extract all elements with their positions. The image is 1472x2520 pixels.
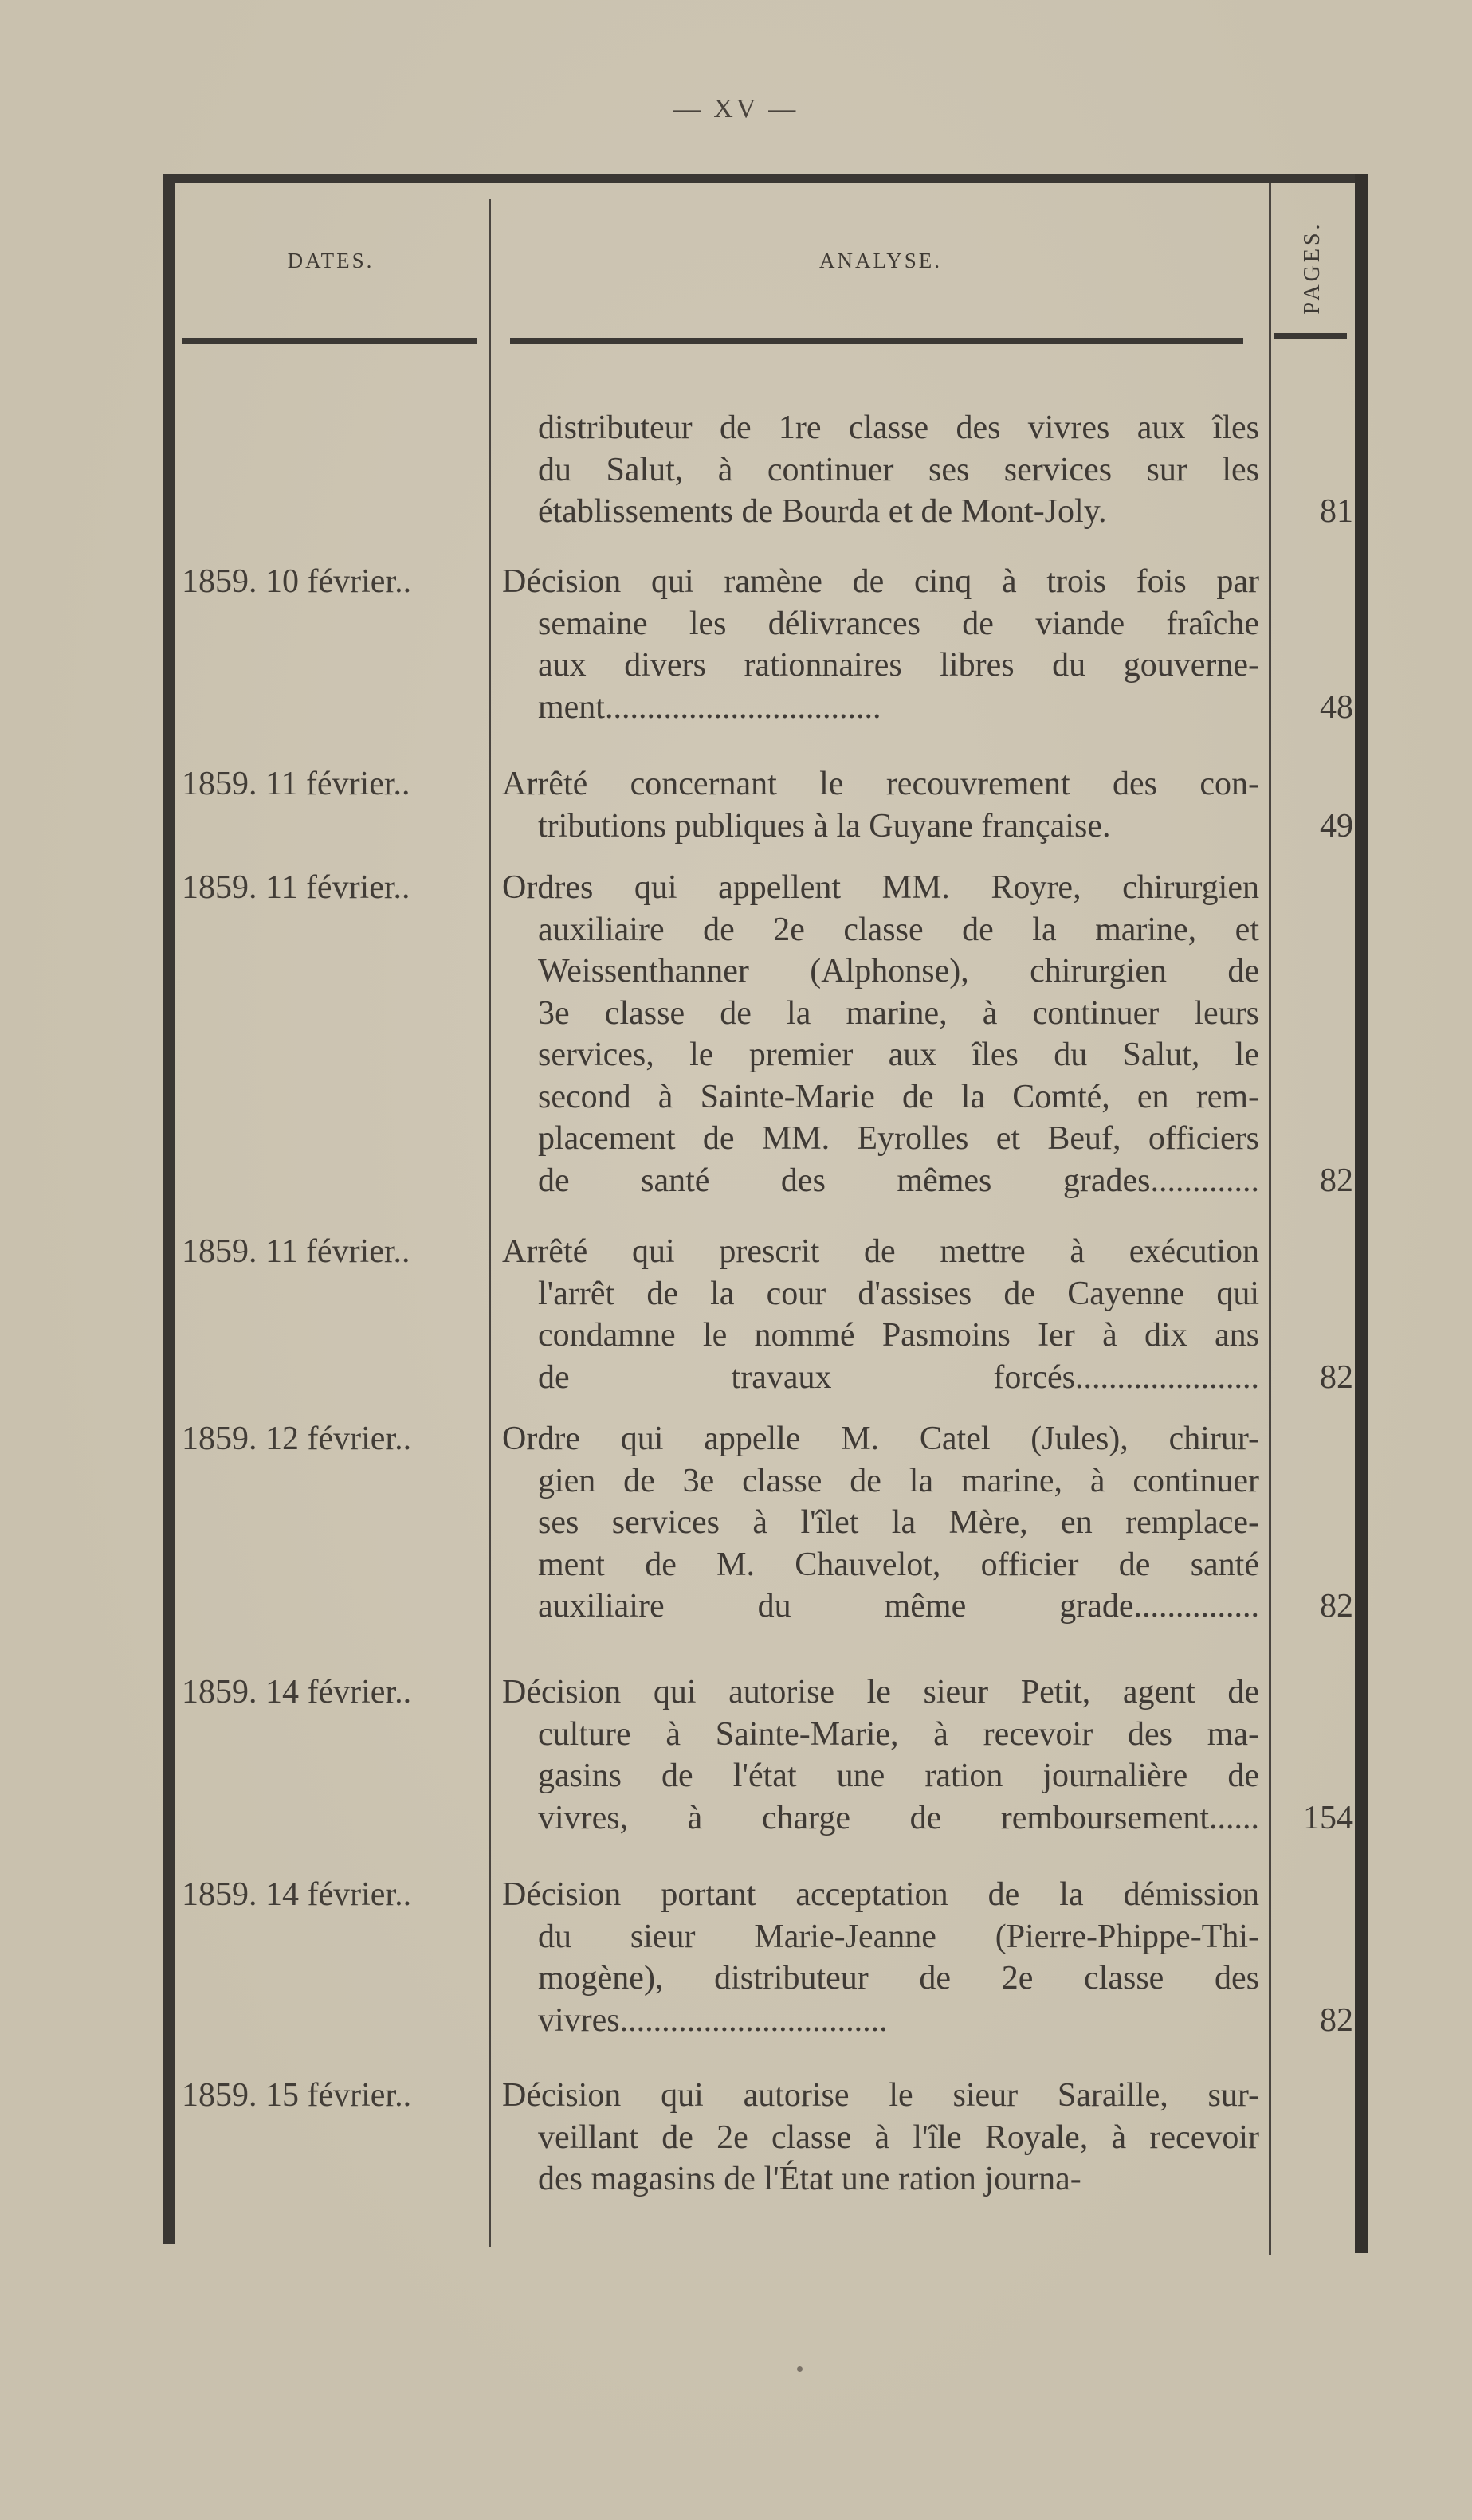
header-rule-pages bbox=[1274, 333, 1347, 339]
paper-speck bbox=[797, 2366, 803, 2372]
header-dates: DATES. bbox=[287, 249, 375, 272]
analysis-line: des magasins de l'État une ration journa- bbox=[538, 2161, 1081, 2197]
analysis-line: condamne le nommé Pasmoins Ier à dix ans bbox=[538, 1317, 1259, 1354]
header-rule-dates bbox=[182, 338, 477, 344]
header-pages-label: PAGES. bbox=[1300, 221, 1325, 315]
analysis-line: ment................................. bbox=[538, 688, 881, 726]
analysis-line: auxiliaire du même grade............... bbox=[538, 1588, 1259, 1624]
entry-page-number: 82 bbox=[1320, 1359, 1353, 1396]
analysis-line: établissements de Bourda et de Mont-Joly. bbox=[538, 493, 1107, 530]
entry-date: 1859. 14 février.. bbox=[182, 1876, 412, 1913]
analysis-line: ment de M. Chauvelot, officier de santé bbox=[538, 1546, 1259, 1583]
running-head: — XV — bbox=[673, 94, 799, 123]
table-right-border bbox=[1355, 174, 1368, 2253]
analysis-line: Ordres qui appellent MM. Royre, chirurgien bbox=[502, 869, 1259, 906]
analysis-line: Weissenthanner (Alphonse), chirurgien de bbox=[538, 953, 1259, 990]
header-rule-analyse bbox=[510, 338, 1243, 344]
column-divider-pages bbox=[1269, 183, 1271, 2255]
entry-analysis bbox=[502, 1418, 1259, 1628]
analysis-line: tributions publiques à la Guyane française. bbox=[538, 807, 1111, 845]
analysis-line: 3e classe de la marine, à continuer leurs bbox=[538, 994, 1259, 1032]
entry-date: 1859. 11 février.. bbox=[182, 1233, 410, 1270]
entry-page-number: 49 bbox=[1320, 808, 1353, 845]
analysis-line: ses services à l'îlet la Mère, en remplace- bbox=[538, 1504, 1259, 1541]
entry-page-number: 82 bbox=[1320, 1162, 1353, 1199]
analysis-line: gasins de l'état une ration journalière de bbox=[538, 1758, 1259, 1794]
entry-analysis bbox=[502, 867, 1259, 1201]
entry-page-number: 81 bbox=[1320, 493, 1353, 530]
analysis-line: Arrêté concernant le recouvrement des con- bbox=[502, 766, 1259, 802]
entry-date: 1859. 15 février.. bbox=[182, 2077, 412, 2114]
analysis-line: Arrêté qui prescrit de mettre à exécution bbox=[502, 1233, 1259, 1270]
analysis-line: Ordre qui appelle M. Catel (Jules), chirur- bbox=[502, 1421, 1259, 1457]
analysis-line: veillant de 2e classe à l'île Royale, à recevoir bbox=[538, 2118, 1259, 2156]
analysis-line: Décision portant acceptation de la démission bbox=[502, 1876, 1259, 1913]
analysis-line: culture à Sainte-Marie, à recevoir des ma- bbox=[538, 1715, 1259, 1753]
entry-date: 1859. 14 février.. bbox=[182, 1674, 412, 1711]
entry-page-number: 154 bbox=[1303, 1800, 1353, 1836]
analysis-line: aux divers rationnaires libres du gouverne- bbox=[538, 647, 1259, 684]
entry-analysis bbox=[502, 763, 1259, 847]
analysis-line: distributeur de 1re classe des vivres aux îles bbox=[538, 410, 1259, 446]
entry-date: 1859. 10 février.. bbox=[182, 563, 412, 600]
header-pages bbox=[1277, 196, 1348, 339]
analysis-line: l'arrêt de la cour d'assises de Cayenne qui bbox=[538, 1275, 1259, 1312]
entry-analysis bbox=[502, 2075, 1259, 2201]
analysis-line: services, le premier aux îles du Salut, le bbox=[538, 1037, 1259, 1073]
analysis-line: de santé des mêmes grades............. bbox=[538, 1162, 1259, 1199]
analysis-line: Décision qui ramène de cinq à trois fois par bbox=[502, 563, 1259, 600]
entry-date: 1859. 11 février.. bbox=[182, 766, 410, 802]
entry-page-number: 82 bbox=[1320, 1588, 1353, 1624]
analysis-line: de travaux forcés...................... bbox=[538, 1358, 1259, 1396]
analysis-line: auxiliaire de 2e classe de la marine, et bbox=[538, 911, 1259, 948]
analysis-line: gien de 3e classe de la marine, à continuer bbox=[538, 1462, 1259, 1499]
entry-page-number: 82 bbox=[1320, 2002, 1353, 2039]
table-top-border bbox=[163, 174, 1368, 183]
header-analyse: ANALYSE. bbox=[818, 249, 943, 272]
entry-page-number: 48 bbox=[1320, 689, 1353, 726]
analysis-line: Décision qui autorise le sieur Petit, agent de bbox=[502, 1674, 1259, 1711]
analysis-line: placement de MM. Eyrolles et Beuf, officiers bbox=[538, 1120, 1259, 1157]
entry-analysis bbox=[502, 561, 1259, 728]
analysis-line: semaine les délivrances de viande fraîche bbox=[538, 605, 1259, 642]
column-divider-dates bbox=[489, 199, 491, 2247]
analysis-line: Décision qui autorise le sieur Saraille, sur- bbox=[502, 2077, 1259, 2114]
entry-analysis bbox=[502, 1672, 1259, 1839]
entry-analysis bbox=[502, 1231, 1259, 1398]
analysis-line: du sieur Marie-Jeanne (Pierre-Phippe-Thi- bbox=[538, 1918, 1259, 1955]
analysis-line: vivres, à charge de remboursement...... bbox=[538, 1799, 1259, 1836]
entry-date: 1859. 12 février.. bbox=[182, 1421, 412, 1457]
table-left-border bbox=[163, 174, 175, 2244]
entry-analysis bbox=[538, 407, 1259, 533]
analysis-line: du Salut, à continuer ses services sur les bbox=[538, 451, 1259, 488]
entry-analysis bbox=[502, 1874, 1259, 2041]
analysis-line: mogène), distributeur de 2e classe des bbox=[538, 1960, 1259, 1997]
analysis-line: vivres................................ bbox=[538, 2001, 888, 2039]
analysis-line: second à Sainte-Marie de la Comté, en rem- bbox=[538, 1078, 1259, 1115]
entry-date: 1859. 11 février.. bbox=[182, 869, 410, 906]
